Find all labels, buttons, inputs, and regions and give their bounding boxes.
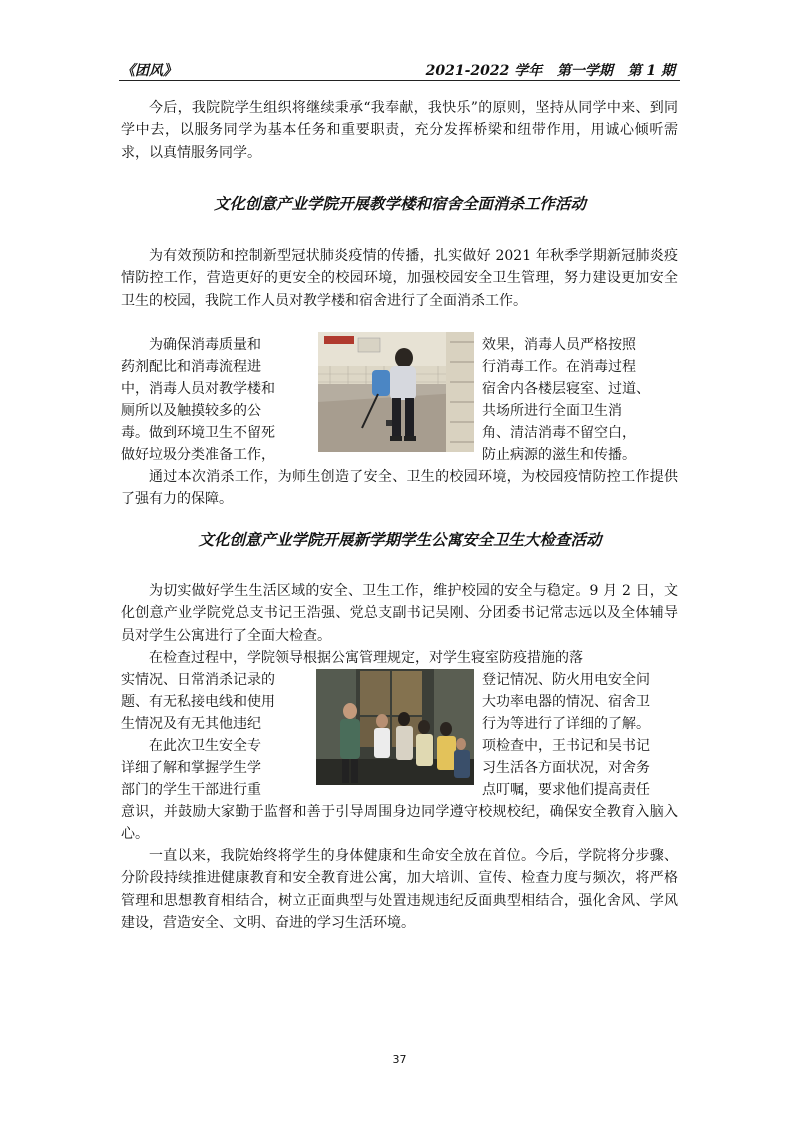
article1-right-line: 防止病源的滋生和传播。 xyxy=(482,447,636,463)
article1-right-line: 角、清洁消毒不留空白， xyxy=(482,425,636,441)
article2-left-column xyxy=(121,669,313,801)
header-publication: 《团风》 xyxy=(121,63,177,79)
article1-left-line: 厕所以及触摸较多的公 xyxy=(121,403,261,419)
header-issue: 2021-2022 学年 第一学期 第 1 期 xyxy=(425,63,675,79)
article2-right-line: 行为等进行了详细的了解。 xyxy=(482,716,650,732)
article2-left-line: 详细了解和掌握学生学 xyxy=(121,760,261,776)
article1-left-line: 做好垃圾分类准备工作， xyxy=(121,447,275,463)
article2-title: 文化创意产业学院开展新学期学生公寓安全卫生大检查活动 xyxy=(198,530,602,549)
article1-right-line: 效果，消毒人员严格按照 xyxy=(482,337,636,353)
article2-left-line: 生情况及有无其他违纪 xyxy=(121,716,261,732)
article2-paragraph-2-first-line: 在检查过程中，学院领导根据公寓管理规定，对学生寝室防疫措施的落 xyxy=(149,650,583,666)
header-rule xyxy=(119,80,680,81)
article1-right-line: 共场所进行全面卫生消 xyxy=(482,403,622,419)
article1-right-column xyxy=(482,334,678,466)
article1-paragraph-end: 通过本次消杀工作，为师生创造了安全、卫生的校园环境，为校园疫情防控工作提供了强有力的保障。 xyxy=(121,469,678,508)
article1-left-line: 药剂配比和消毒流程进 xyxy=(121,359,261,375)
article2-right-line: 点叮嘱，要求他们提高责任 xyxy=(482,782,650,798)
article2-left-line: 实情况、日常消杀记录的 xyxy=(121,672,275,688)
article1-left-line: 中，消毒人员对教学楼和 xyxy=(121,381,275,397)
dormitory-inspection-photo xyxy=(316,669,474,785)
article2-right-line: 登记情况、防火用电安全问 xyxy=(482,672,650,688)
article2-left-line: 在此次卫生安全专 xyxy=(121,738,261,754)
article1-paragraph-1: 为有效预防和控制新型冠状肺炎疫情的传播，扎实做好 2021 年秋季学期新冠肺炎疫情防控工作，营造更好的更安全的校园环境，加强校园安全卫生管理，努力建设更加安全卫生的校园，我院工作人员对教学楼和宿舍进行了全面消杀工作。 xyxy=(121,248,678,309)
article1-left-line: 毒。做到环境卫生不留死 xyxy=(121,425,275,441)
article1-left-column xyxy=(121,334,313,466)
article2-right-column xyxy=(482,669,678,801)
article2-left-line: 部门的学生干部进行重 xyxy=(121,782,261,798)
article2-paragraph-4: 一直以来，我院始终将学生的身体健康和生命安全放在首位。今后，学院将分步骤、分阶段持续推进健康教育和安全教育进公寓，加大培训、宣传、检查力度与频次，将严格管理和思想教育相结合，树立正面典型与处置违规违纪反面典型相结合，强化舍风、学风建设，营造安全、文明、奋进的学习生活环境。 xyxy=(121,848,678,931)
article1-title: 文化创意产业学院开展教学楼和宿舍全面消杀工作活动 xyxy=(213,194,586,213)
article1-right-line: 行消毒工作。在消毒过程 xyxy=(482,359,636,375)
article2-left-line: 题、有无私接电线和使用 xyxy=(121,694,275,710)
article2-right-line: 习生活各方面状况，对舍务 xyxy=(482,760,650,776)
article2-paragraph-3-end: 意识，并鼓励大家勤于监督和善于引导周围身边同学遵守校规校纪，确保安全教育入脑入心。 xyxy=(121,804,678,843)
article1-right-line: 宿舍内各楼层寝室、过道、 xyxy=(482,381,650,397)
article2-right-line: 大功率电器的情况、宿舍卫 xyxy=(482,694,650,710)
article2-paragraph-1: 为切实做好学生生活区域的安全、卫生工作，维护校园的安全与稳定。9 月 2 日，文化创意产业学院党总支书记王浩强、党总支副书记吴刚、分团委书记常志远以及全体辅导员对学生公寓进行了全面大检查。 xyxy=(121,583,678,644)
intro-paragraph: 今后，我院院学生组织将继续秉承“我奉献，我快乐”的原则，坚持从同学中来、到同学中去，以服务同学为基本任务和重要职责，充分发挥桥梁和纽带作用，用诚心倾听需求，以真情服务同学。 xyxy=(121,100,678,161)
disinfection-photo xyxy=(318,332,474,452)
article1-left-line: 为确保消毒质量和 xyxy=(149,337,261,353)
article2-right-line: 项检查中，王书记和吴书记 xyxy=(482,738,650,754)
page-number: 37 xyxy=(392,1053,407,1066)
